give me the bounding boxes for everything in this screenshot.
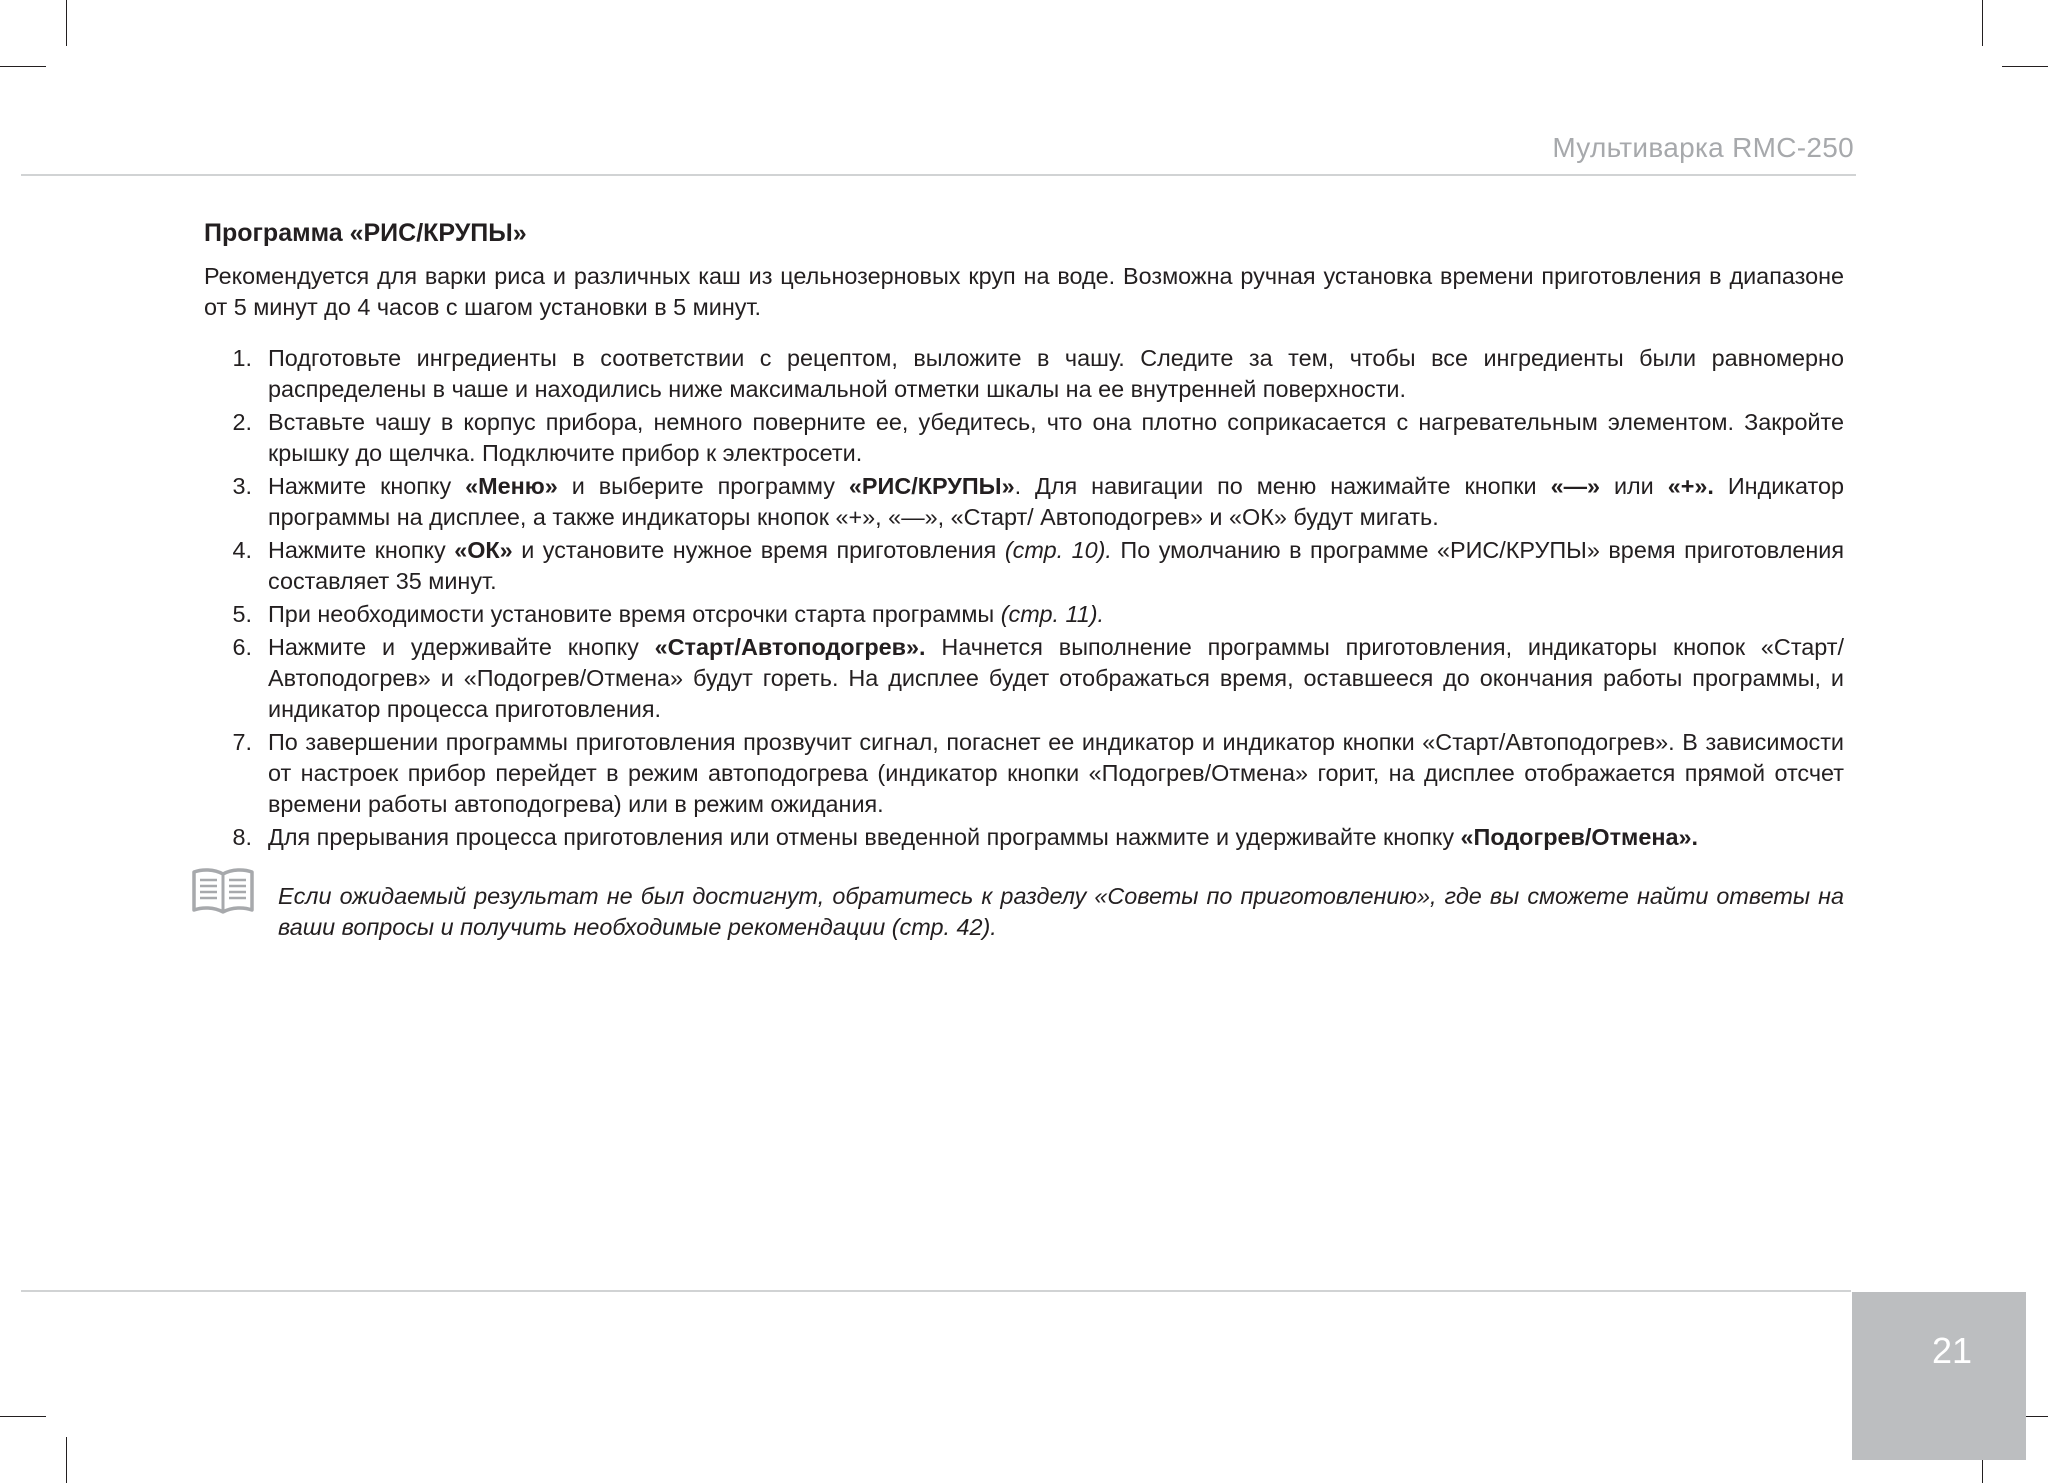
intro-paragraph: Рекомендуется для варки риса и различных каш из цельнозерновых круп на воде. Возможна ручная установка времени приготовления в диапазоне от 5 минут до 4 часов с шагом установки в 5 минут. [204, 263, 1844, 320]
step-text-run: Подготовьте ингредиенты в соответствии с рецептом, выложите в чашу. Следите за тем, чтобы все ингредиенты были равномерно распределены в чаше и находились ниже максимальной отметки шкалы на ее внутренней поверхности. [268, 345, 1844, 402]
step-text-run: Нажмите кнопку [268, 473, 466, 499]
crop-mark [66, 1437, 67, 1483]
step-text [268, 409, 1844, 466]
step-text-run: Для прерывания процесса приготовления или отмены введенной программы нажмите и удерживайте кнопку [268, 824, 1461, 850]
step-text-reference: (стр. 10). [1004, 537, 1112, 563]
step-text-bold: «ОК» [454, 537, 513, 563]
crop-mark [1982, 0, 1983, 46]
step-text-run: и установите нужное время приготовления [512, 537, 1005, 563]
step-text-bold: «—» [1550, 473, 1600, 499]
step-text-run: По умолчанию в программе «РИС/КРУПЫ» время приготовления составляет 35 минут. [268, 537, 1844, 594]
step-text-bold: «РИС/КРУПЫ» [848, 473, 1015, 499]
step-text-run: Начнется выполнение программы приготовления, индикаторы кнопок «Старт/ Автоподогрев» и «Подогрев/Отмена» будут гореть. На дисплее будет отображаться время, оставшееся до окончания работы программы, и индикатор процесса приготовления. [268, 634, 1844, 722]
step-item [204, 343, 1844, 405]
step-text-run: По завершении программы приготовления прозвучит сигнал, погаснет ее индикатор и индикатор кнопки «Старт/Автоподогрев». В зависимости от настроек прибор перейдет в режим автоподогрева (индикатор кнопки «Подогрев/Отмена» горит, на дисплее отображается прямой отсчет времени работы автоподогрева) или в режим ожидания. [268, 729, 1844, 817]
main-content [204, 216, 1844, 855]
step-text [268, 634, 1844, 722]
header-rule [21, 174, 1856, 176]
step-item [204, 822, 1844, 853]
step-item [204, 535, 1844, 597]
footer-rule [21, 1290, 1851, 1292]
step-text-reference: (стр. 11). [1000, 601, 1105, 627]
note-text: Если ожидаемый результат не был достигнут, обратитесь к разделу «Советы по приготовлению», где вы сможете найти ответы на ваши вопросы и получить необходимые рекомендации (стр. 42). [278, 883, 1844, 941]
step-number: 6. [232, 634, 252, 660]
note-block [190, 858, 1844, 967]
step-number: 7. [232, 729, 252, 755]
step-text-run: Индикатор программы на дисплее, а также индикаторы кнопок «+», «—», «Старт/ Автоподогрев» и «ОК» будут мигать. [268, 473, 1845, 530]
step-text-run: или [1599, 473, 1668, 499]
step-text [268, 601, 1104, 627]
steps-list [204, 343, 1844, 853]
step-text [268, 473, 1844, 530]
step-number: 3. [232, 473, 252, 499]
crop-mark [2002, 66, 2048, 67]
step-text-bold: «+». [1667, 473, 1714, 499]
step-text [268, 729, 1844, 817]
step-text-bold: «Подогрев/Отмена». [1460, 824, 1698, 850]
step-text-bold: «Меню» [465, 473, 558, 499]
section-title: Программа «РИС/КРУПЫ» [204, 219, 527, 247]
step-number: 8. [232, 824, 252, 850]
step-text-run: Вставьте чашу в корпус прибора, немного поверните ее, убедитесь, что она плотно соприкасается с нагревательным элементом. Закройте крышку до щелчка. Подключите прибор к электросети. [268, 409, 1844, 466]
step-item [204, 599, 1844, 630]
step-number: 5. [232, 601, 252, 627]
step-text-run: и выберите программу [557, 473, 849, 499]
crop-mark [66, 0, 67, 46]
step-text [268, 824, 1698, 850]
step-number: 4. [232, 537, 252, 563]
page-number-tab [1852, 1292, 2026, 1460]
open-book-icon [190, 866, 256, 916]
step-text [268, 345, 1844, 402]
step-text-run: При необходимости установите время отсрочки старта программы [268, 601, 1001, 627]
step-number: 1. [232, 345, 252, 371]
step-text-run: Нажмите кнопку [268, 537, 455, 563]
crop-mark [0, 1416, 46, 1417]
crop-mark [0, 66, 46, 67]
step-text-bold: «Старт/Автоподогрев». [654, 634, 926, 660]
step-text [268, 537, 1844, 594]
step-item [204, 407, 1844, 469]
step-text-run: Нажмите и удерживайте кнопку [268, 634, 655, 660]
step-number: 2. [232, 409, 252, 435]
step-text-run: . Для навигации по меню нажимайте кнопки [1014, 473, 1551, 499]
step-item [204, 471, 1844, 533]
running-header: Мультиварка RMC-250 [1552, 132, 1854, 163]
step-item [204, 727, 1844, 820]
step-item [204, 632, 1844, 725]
page-number: 21 [1931, 1330, 1972, 1371]
